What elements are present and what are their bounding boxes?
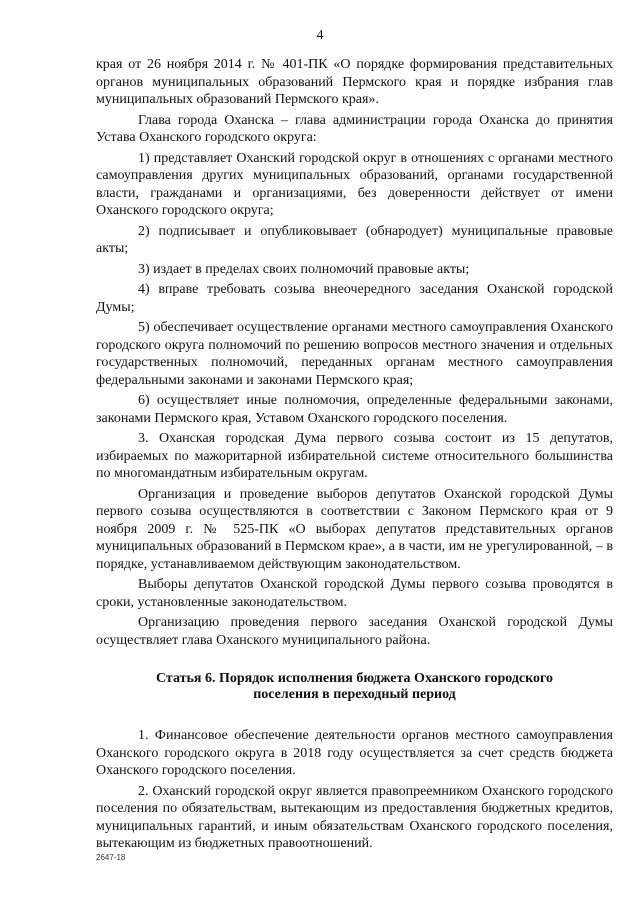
list-item-2: 2) подписывает и опубликовывает (обнародует) муниципальные правовые акты; [96,223,613,256]
article-heading: Статья 6. Порядок исполнения бюджета Оханского городского поселения в переходный период [155,671,554,702]
paragraph-duma-composition: 3. Оханская городская Дума первого созыва состоит из 15 депутатов, избираемых по мажоритарной избирательной системе относительного большинства по многомандатным избирательным округам. [96,431,613,481]
page-number: 4 [316,28,324,43]
list-item-6: 6) осуществляет иные полномочия, определенные федеральными законами, законами Пермского края, Уставом Оханского городского поселения. [96,393,613,426]
document-body [96,56,613,856]
document-code: 2647-18 [96,853,126,862]
paragraph-elections-timing: Выборы депутатов Оханской городской Думы первого созыва проводятся в сроки, установленные законодательством. [96,577,613,610]
list-item-3: 3) издает в пределах своих полномочий правовые акты; [138,261,470,277]
list-item-1: 1) представляет Оханский городской округ в отношениях с органами местного самоуправления других муниципальных образований, органами государственной власти, гражданами и организациями, без доверенности действует от имени Оханского городского округа; [96,150,613,218]
article-paragraph-2: 2. Оханский городской округ является правопреемником Оханского городского поселения по обязательствам, вытекающим из предоставления бюджетных кредитов, муниципальных гарантий, и иным обязательствам Оханского городского поселения, вытекающим из бюджетных правоотношений. [96,783,613,851]
paragraph-continuation: края от 26 ноября 2014 г. № 401-ПК «О порядке формирования представительных органов муниципальных образований Пермского края и порядке избрания глав муниципальных образований Пермского края». [96,57,613,107]
article-paragraph-1: 1. Финансовое обеспечение деятельности органов местного самоуправления Оханского городского округа в 2018 году осуществляется за счет средств бюджета Оханского городского поселения. [96,728,613,778]
paragraph-head-of-city: Глава города Оханска – глава администрации города Оханска до принятия Устава Оханского городского округа: [96,112,613,145]
list-item-5: 5) обеспечивает осуществление органами местного самоуправления Оханского городского округа полномочий по решению вопросов местного значения и отдельных государственных полномочий, переданных органам местного самоуправления федеральными законами и законами Пермского края; [96,320,613,388]
list-item-4: 4) вправе требовать созыва внеочередного заседания Оханской городской Думы; [96,282,613,315]
paragraph-first-session: Организацию проведения первого заседания Оханской городской Думы осуществляет глава Оханского муниципального района. [96,615,613,648]
paragraph-elections-organization: Организация и проведение выборов депутатов Оханской городской Думы первого созыва осуществляются в соответствии с Законом Пермского края от 9 ноября 2009 г. № 525-ПК «О выборах депутатов представительных органов муниципальных образований в Пермском крае», а в части, им не урегулированной, – в порядке, устанавливаемом действующим законодательством. [96,486,613,572]
